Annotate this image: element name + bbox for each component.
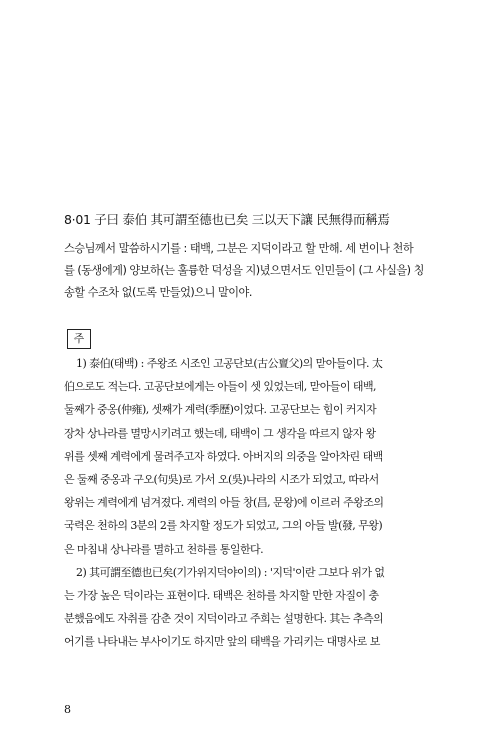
notes-section <box>64 352 436 654</box>
note-line: 2) 其可謂至德也已矣(기가위지덕야이의) : '지덕'이란 그보다 위가 없 <box>76 565 385 579</box>
note-line: 는 가장 높은 덕이라는 표현이다. 태백은 천하를 차지할 만한 자질이 충 <box>64 589 379 603</box>
note-line: 1) 泰伯(태백) : 주왕조 시조인 고공단보(古公亶父)의 맏아들이다. 太 <box>76 357 383 370</box>
translation-line: 를 (동생에게) 양보하(는 훌륭한 덕성을 지)녔으면서도 인민들이 (그 사실을) 칭 <box>64 264 424 277</box>
note-line: 어기를 나타내는 부사이기도 하지만 앞의 태백을 가리키는 대명사로 보 <box>64 635 380 649</box>
translation-line: 스승님께서 말씀하시기를 : 태백, 그분은 지덕이라고 할 만해. 세 번이나 천하 <box>64 242 414 255</box>
note-line: 은 둘째 중옹과 구오(句吳)로 가서 오(吳)나라의 시조가 되었고, 따라서 <box>64 473 379 487</box>
translation-line: 송할 수조차 없(도록 만들었)으니 말이야. <box>64 286 252 299</box>
note-line: 왕위는 계력에게 넘겨졌다. 계력의 아들 창(昌, 문왕)에 이르러 주왕조의 <box>64 496 384 510</box>
notes-label-box: 주 <box>67 329 91 349</box>
note-line: 국력은 천하의 3분의 2를 차지할 정도가 되었고, 그의 아들 발(發, 무왕) <box>64 519 383 533</box>
note-line: 은 마침내 상나라를 멸하고 천하를 통일한다. <box>64 542 264 556</box>
translation-paragraph <box>64 238 436 304</box>
note-line: 분했음에도 자취를 감춘 것이 지덕이라고 주희는 설명한다. 其는 추측의 <box>64 612 384 626</box>
passage-heading: 8·01 子曰 泰伯 其可謂至德也已矣 三以天下讓 民無得而稱焉 <box>64 212 390 227</box>
note-line: 위를 셋째 계력에게 물려주고자 하였다. 아버지의 의중을 알아차린 태백 <box>64 449 383 463</box>
page-number: 8 <box>64 703 71 716</box>
note-line: 장차 상나라를 멸망시키려고 했는데, 태백이 그 생각을 따르지 않자 왕 <box>64 426 376 440</box>
note-line: 伯으로도 적는다. 고공단보에게는 아들이 셋 있었는데, 맏아들이 태백, <box>64 380 376 394</box>
note-line: 둘째가 중옹(仲雍), 셋째가 계력(季歷)이었다. 고공단보는 힘이 커지자 <box>64 403 377 417</box>
